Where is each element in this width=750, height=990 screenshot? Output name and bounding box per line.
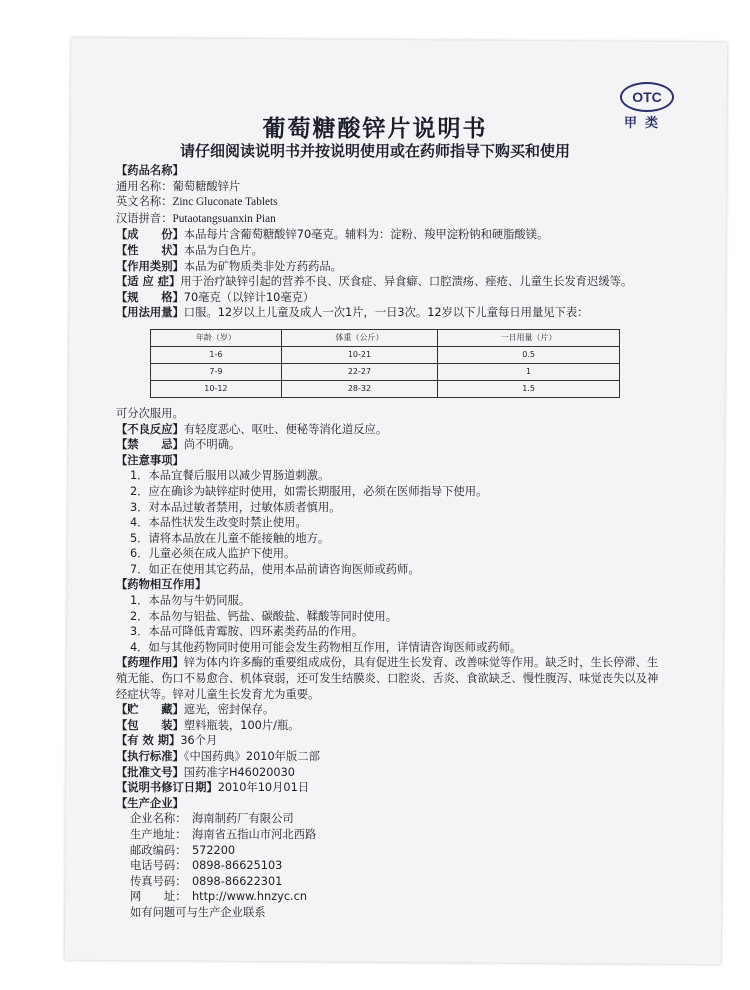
pharmacology-row (116, 655, 662, 702)
pharmacology-label: 【药理作用】 (116, 656, 184, 670)
dosage-cell: 28-32 (281, 380, 437, 397)
phone-row (116, 858, 662, 874)
dosage-cell: 1 (438, 363, 620, 380)
validity-label: 【有 效 期】 (116, 734, 181, 748)
dosage-table (150, 329, 620, 398)
revision-label: 【说明书修订日期】 (116, 781, 218, 795)
package-value: 塑料瓶装，100片/瓶。 (183, 718, 300, 732)
precaution-item: 6．儿童必须在成人监护下使用。 (130, 547, 296, 561)
dosage-col-amount: 一日用量（片） (438, 329, 620, 346)
category-row (116, 259, 662, 275)
website-value: http://www.hnzyc.cn (192, 890, 307, 904)
dosage-col-weight: 体重（公斤） (281, 329, 437, 346)
interaction-item: 4．如与其他药物同时使用可能会发生药物相互作用，详情请咨询医师或药师。 (130, 640, 522, 654)
interaction-item: 1．本品勿与牛奶同服。 (130, 594, 251, 608)
generic-name-value: 葡萄糖酸锌片 (172, 179, 241, 193)
usage-row (116, 305, 662, 321)
dosage-table-row (151, 363, 620, 380)
phone-value: 0898-86625103 (192, 859, 283, 873)
interactions-header: 【药物相互作用】 (116, 578, 207, 592)
revision-value: 2010年10月01日 (217, 781, 310, 795)
package-label: 【包 装】 (116, 718, 184, 732)
dosage-cell: 10-21 (281, 346, 437, 363)
appearance-label: 【性 状】 (116, 243, 184, 257)
leaflet-content (116, 163, 662, 921)
validity-value: 36个月 (180, 734, 218, 748)
approval-row (116, 765, 662, 781)
precaution-item: 4．本品性状发生改变时禁止使用。 (130, 516, 307, 530)
generic-name-row (116, 179, 662, 195)
english-name-row (116, 194, 662, 211)
postcode-value: 572200 (192, 843, 236, 857)
contra-row (116, 437, 662, 453)
indications-row (116, 274, 662, 290)
appearance-value: 本品为白色片。 (183, 243, 263, 257)
precaution-item: 1．本品宜餐后服用以减少胃肠道刺激。 (130, 469, 330, 483)
adverse-value: 有轻度恶心、呕吐、便秘等消化道反应。 (183, 422, 388, 436)
pinyin-name-value: Putaotangsuanxin Pian (172, 212, 276, 225)
english-name-value: Zinc Gluconate Tablets (172, 196, 278, 209)
ingredients-row (116, 227, 662, 243)
dosage-cell: 22-27 (281, 363, 437, 380)
indications-label: 【适 应 症】 (116, 275, 181, 289)
adverse-label: 【不良反应】 (116, 422, 184, 436)
website-row (116, 889, 662, 905)
storage-row (116, 702, 662, 718)
dosage-cell: 1-6 (151, 346, 282, 363)
pinyin-name-row (116, 211, 662, 228)
english-name-label: 英文名称： (116, 195, 173, 209)
usage-note: 可分次服用。 (116, 406, 184, 420)
standard-row (116, 749, 662, 765)
dosage-col-age: 年龄（岁） (151, 329, 282, 346)
storage-value: 遮光，密封保存。 (183, 703, 275, 717)
precaution-item: 3．对本品过敏者禁用，过敏体质者慎用。 (130, 500, 341, 514)
dosage-table-header-row (151, 329, 620, 346)
revision-row (116, 780, 662, 796)
category-label: 【作用类别】 (116, 259, 184, 273)
precaution-item: 2．应在确诊为缺锌症时使用，如需长期服用，必须在医师指导下使用。 (130, 484, 488, 498)
document-title: 葡萄糖酸锌片说明书 (262, 116, 488, 142)
precaution-item: 5．请将本品放在儿童不能接触的地方。 (130, 531, 330, 545)
adverse-row (116, 422, 662, 438)
company-name-label: 企业名称： (130, 812, 187, 826)
ingredients-label: 【成 份】 (116, 228, 184, 242)
fax-value: 0898-86622301 (192, 874, 283, 888)
dosage-table-row (151, 380, 620, 397)
otc-class-label: 甲类 (624, 116, 667, 131)
postcode-row (116, 843, 662, 859)
document-subtitle: 请仔细阅读说明书并按说明使用或在药师指导下购买和使用 (179, 142, 570, 160)
ingredients-value: 本品每片含葡萄糖酸锌70毫克。辅料为：淀粉、羧甲淀粉钠和硬脂酸镁。 (183, 228, 549, 242)
usage-label: 【用法用量】 (116, 306, 184, 320)
standard-value: 《中国药典》2010年版二部 (183, 750, 320, 763)
spec-row (116, 290, 662, 306)
precaution-item: 7．如正在使用其它药品，使用本品前请咨询医师或药师。 (130, 562, 420, 576)
fax-row (116, 874, 662, 890)
dosage-cell: 1.5 (438, 380, 620, 397)
spec-value: 70毫克（以锌计10毫克） (183, 290, 315, 304)
dosage-cell: 7-9 (151, 363, 282, 380)
company-address-row (116, 827, 662, 843)
otc-badge: OTC (620, 82, 674, 112)
validity-row (116, 733, 662, 749)
pharmacology-value: 锌为体内许多酶的重要组成成份，具有促进生长发育、改善味觉等作用。缺乏时，生长停滞、生殖无能、伤口不易愈合、机体衰弱，还可发生结膜炎、口腔炎、舌炎、食欲缺乏、慢性腹泻、味觉丧失以及神经症状等。锌对儿童生长发育尤为重要。 (116, 656, 659, 701)
manufacturer-header: 【生产企业】 (116, 796, 184, 810)
category-value: 本品为矿物质类非处方药药品。 (183, 259, 342, 273)
company-name-value: 海南制药厂有限公司 (192, 812, 294, 826)
pinyin-name-label: 汉语拼音： (116, 211, 173, 225)
website-label: 网 址： (130, 890, 187, 904)
storage-label: 【贮 藏】 (116, 703, 184, 717)
fax-label: 传真号码： (130, 874, 187, 888)
dosage-cell: 10-12 (151, 380, 282, 397)
approval-label: 【批准文号】 (116, 765, 184, 779)
interaction-item: 3．本品可降低青霉胺、四环素类药品的作用。 (130, 625, 364, 639)
drug-name-header: 【药品名称】 (116, 164, 184, 177)
contact-footer: 如有问题可与生产企业联系 (130, 905, 266, 919)
spec-label: 【规 格】 (116, 290, 184, 304)
company-address-value: 海南省五指山市河北西路 (192, 827, 317, 841)
contra-value: 尚不明确。 (183, 438, 241, 452)
generic-name-label: 通用名称： (116, 179, 173, 193)
precautions-header: 【注意事项】 (116, 453, 184, 467)
interaction-item: 2．本品勿与铝盐、钙盐、碳酸盐、鞣酸等同时使用。 (130, 609, 398, 623)
approval-value: 国药准字H46020030 (183, 765, 295, 779)
contra-label: 【禁 忌】 (116, 438, 184, 452)
appearance-row (116, 243, 662, 259)
usage-value: 口服。12岁以上儿童及成人一次1片，一日3次。12岁以下儿童每日用量见下表： (183, 306, 589, 320)
company-address-label: 生产地址： (130, 827, 187, 841)
indications-value: 用于治疗缺锌引起的营养不良、厌食症、异食癖、口腔溃疡、痤疮、儿童生长发育迟缓等。 (180, 275, 633, 289)
package-row (116, 718, 662, 734)
dosage-cell: 0.5 (438, 346, 620, 363)
dosage-table-row (151, 346, 620, 363)
postcode-label: 邮政编码： (130, 843, 187, 857)
phone-label: 电话号码： (130, 859, 187, 873)
company-name-row (116, 811, 662, 827)
standard-label: 【执行标准】 (116, 750, 184, 763)
